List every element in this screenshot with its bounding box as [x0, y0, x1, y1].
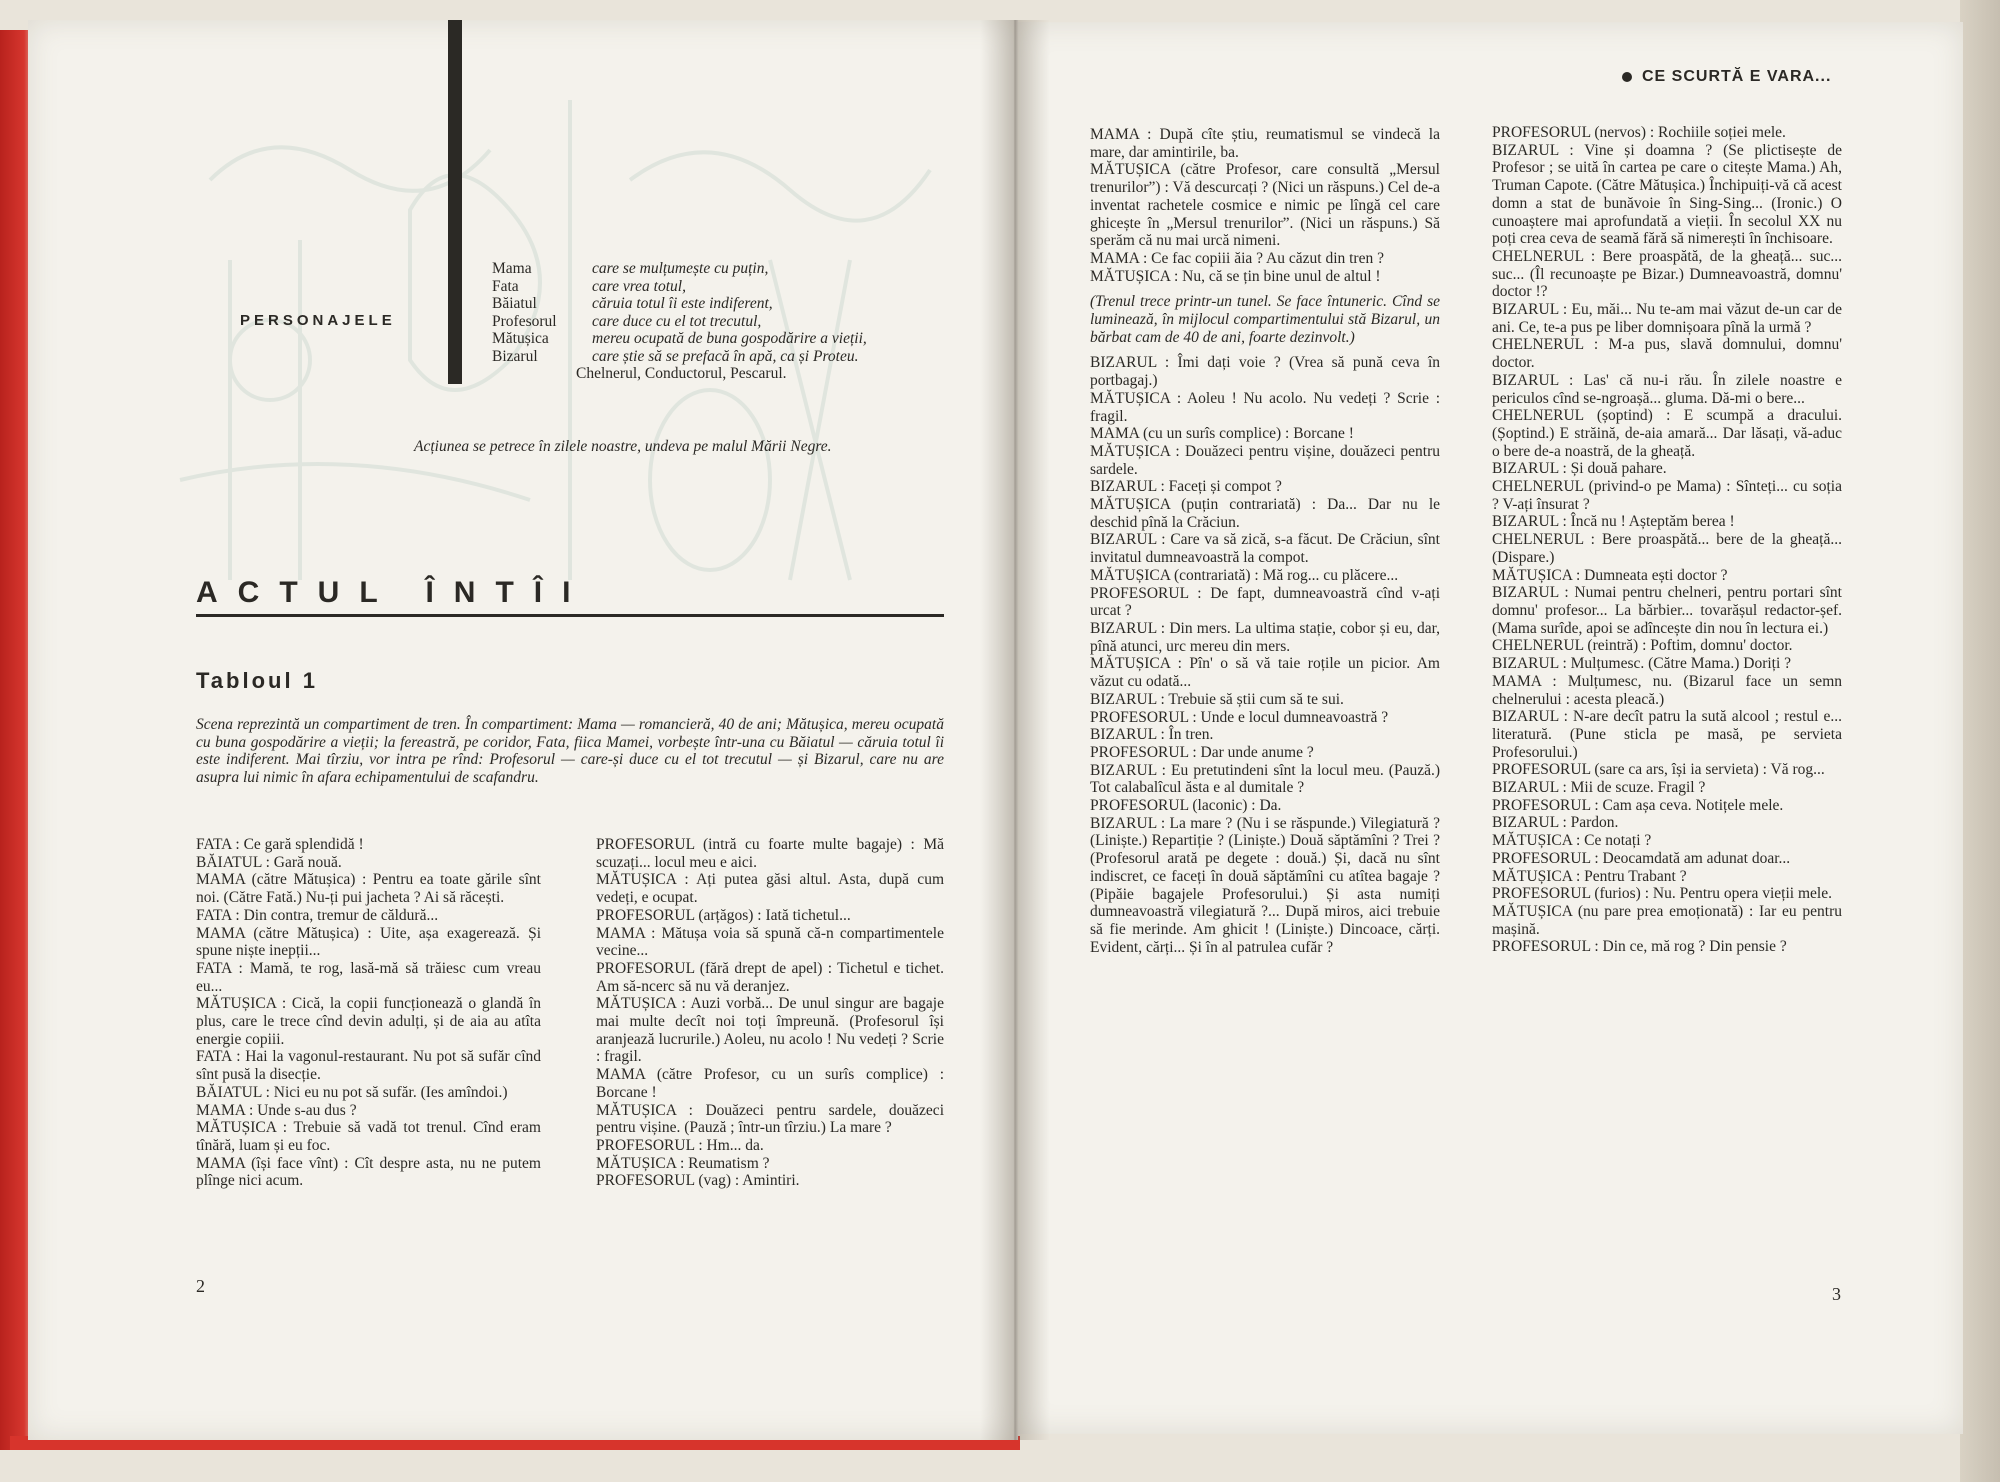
dialogue-line: BIZARUL : Mulțumesc. (Către Mama.) Doriți ?: [1492, 655, 1792, 673]
dialogue-line: MĂTUȘICA : Pîn' o să vă taie roțile un picior. Am văzut cu odată...: [1090, 655, 1440, 691]
dialogue-line: PROFESORUL : Deocamdată am adunat doar...: [1492, 849, 1791, 867]
dialogue-line: MĂTUȘICA (puțin contrariată) : Da... Dar nu le deschid pînă la Crăciun.: [1090, 496, 1440, 531]
dialogue-line: MĂTUȘICA : Pentru Trabant ?: [1492, 867, 1687, 885]
dialogue-line: MĂTUȘICA : Douăzeci pentru vișine, douăzeci pentru sardele.: [1090, 442, 1440, 478]
tableau-heading: Tabloul 1: [196, 668, 318, 693]
dialogue-column-right-2: [1492, 124, 1842, 956]
cast-name: Profesorul: [492, 312, 557, 330]
dialogue-line: BIZARUL : Și două pahare.: [1492, 460, 1667, 478]
dialogue-line: PROFESORUL : Hm... da.: [596, 1136, 764, 1154]
cast-row: [492, 348, 867, 366]
dialogue-line: BIZARUL : N-are decît patru la sută alcool ; restul e... literatură. (Pune sticla pe masă, pe servieta Profesorului.): [1492, 708, 1842, 761]
dialogue-line: MAMA (către Mătușica) : Uite, așa exagerează. Și spune niște inepții...: [196, 924, 541, 960]
dialogue-line: MĂTUȘICA : Ați putea găsi altul. Asta, după cum vedeți, e ocupat.: [596, 871, 944, 907]
cast-row: [492, 295, 867, 313]
dialogue-line: MAMA (își face vînt) : Cît despre asta, nu ne putem plînge nici acum.: [196, 1154, 541, 1190]
dialogue-line: MĂTUȘICA : Trebuie să vadă tot trenul. Cînd eram tînără, luam și eu foc.: [196, 1119, 541, 1154]
page-number: 2: [196, 1276, 205, 1296]
dialogue-line: BIZARUL : Faceți și compot ?: [1090, 478, 1282, 496]
dialogue-line: BIZARUL : La mare ? (Nu i se răspunde.) Vilegiatură ? (Liniște.) Repartiție ? (Liniște.) Două săptămîni ? Trei ? (Profesorul arată pe degete : două.) Și, dacă nu sînt indiscret, ce faceți în două săptămîni cu atîtea bagaje ? (Pipăie bagajele Profesorului.) Și asta numiți dumneavoastră vilegiatură ?... După miros, aici trebuie să fie merinde. Am ghicit ! (Liniște.) Dincoace, cărți. Evident, cărți... Și în al patrulea cufăr ?: [1090, 814, 1440, 956]
dialogue-line: FATA : Din contra, tremur de căldură...: [196, 906, 439, 924]
dialogue-line: MĂTUȘICA (nu pare prea emoționată) : Iar eu pentru mașină.: [1492, 902, 1842, 938]
cast-desc: care vrea totul,: [592, 277, 686, 295]
dialogue-line: FATA : Mamă, te rog, lasă-mă să trăiesc cum vreau eu...: [196, 959, 541, 995]
dialogue-line: CHELNERUL (privind-o pe Mama) : Sînteți... cu soția ? V-ați însurat ?: [1492, 478, 1842, 513]
dialogue-line: PROFESORUL (nervos) : Rochiile soției mele.: [1492, 124, 1786, 141]
dialogue-line: MAMA : Unde s-au dus ?: [196, 1101, 357, 1119]
dialogue-line: MAMA (către Profesor, cu un surîs complice) : Borcane !: [596, 1066, 944, 1101]
dialogue-line: PROFESORUL (vag) : Amintiri.: [596, 1172, 800, 1190]
dialogue-line: PROFESORUL : Din ce, mă rog ? Din pensie ?: [1492, 938, 1787, 956]
dialogue-line: PROFESORUL (sare ca ars, își ia servieta) : Vă rog...: [1492, 761, 1825, 779]
dialogue-line: PROFESORUL : Cam așa ceva. Notițele mele.: [1492, 796, 1784, 814]
cast-list: [492, 260, 867, 383]
dialogue-line: MAMA (cu un surîs complice) : Borcane !: [1090, 425, 1354, 443]
cast-name: Bizarul: [492, 347, 538, 365]
dialogue-line: BIZARUL : Încă nu ! Așteptăm berea !: [1492, 513, 1735, 531]
act-title-rule: [196, 614, 944, 617]
dialogue-line: MAMA : Ce fac copiii ăia ? Au căzut din tren ?: [1090, 249, 1384, 267]
cast-row: [492, 313, 867, 331]
dialogue-column-left-1: [196, 836, 541, 1190]
dialogue-line: BIZARUL : Din mers. La ultima stație, cobor și eu, dar, pînă atunci, urc mereu din mers.: [1090, 619, 1440, 655]
dialogue-column-left-2: [596, 836, 944, 1190]
dialogue-line: BIZARUL : Îmi dați voie ? (Vrea să pună ceva în portbagaj.): [1090, 354, 1440, 390]
dialogue-line: PROFESORUL : De fapt, dumneavoastră cînd v-ați urcat ?: [1090, 584, 1440, 620]
cast-desc: care duce cu el tot trecutul,: [592, 312, 762, 330]
dialogue-line: BIZARUL : Eu, măi... Nu te-am mai văzut de-un car de ani. Ce, te-a pus pe liber domnișoara pînă la urmă ?: [1492, 301, 1842, 336]
dialogue-line: MĂTUȘICA (contrariată) : Mă rog... cu plăcere...: [1090, 566, 1399, 584]
dialogue-line: MĂTUȘICA : Douăzeci pentru sardele, douăzeci pentru vișine. (Pauză ; într-un tîrziu.) La mare ?: [596, 1101, 944, 1137]
dialogue-column-right-1: [1090, 126, 1440, 956]
dialogue-line: MĂTUȘICA : Reumatism ?: [596, 1154, 770, 1172]
dialogue-line: BIZARUL : Mii de scuze. Fragil ?: [1492, 779, 1706, 797]
dialogue-line: BIZARUL : Trebuie să știi cum să te sui.: [1090, 690, 1344, 708]
act-title: ACTUL ÎNTÎI: [196, 576, 591, 609]
dialogue-line: BIZARUL : Vine și doamna ? (Se plictisește de Profesor ; se uită în cartea pe care o citește Mama.) Ah, Truman Capote. (Către Mătușica.) Închipuiți-vă că acest domn a stat de bunăvoie în Sing-Sing... (Ironic.) O cunoaștere mai aprofundată a vieții. În secolul XX nu poți crea ceva de seamă fără să nimerești în închisoare.: [1492, 141, 1842, 248]
dialogue-line: (Trenul trece printr-un tunel. Se face întuneric. Cînd se luminează, în mijlocul compartimentului stă Bizarul, un bărbat cam de 40 de ani, foarte dezinvolt.): [1090, 293, 1440, 346]
dialogue-line: PROFESORUL (laconic) : Da.: [1090, 797, 1282, 815]
cast-name: Mătușica: [492, 330, 549, 347]
dialogue-line: PROFESORUL (furios) : Nu. Pentru opera vieții mele.: [1492, 885, 1832, 903]
dialogue-line: BĂIATUL : Gară nouă.: [196, 853, 342, 871]
dialogue-line: PROFESORUL : Unde e locul dumneavoastră ?: [1090, 708, 1389, 726]
cast-name: Băiatul: [492, 295, 537, 312]
dialogue-line: PROFESORUL : Dar unde anume ?: [1090, 743, 1314, 761]
dialogue-line: BĂIATUL : Nici eu nu pot să sufăr. (Ies amîndoi.): [196, 1083, 508, 1101]
dialogue-line: CHELNERUL (șoptind) : E scumpă a dracului. (Șoptind.) E străină, de-aia amară... Dar lăsați, vă-aduc o bere de-a noastră, de la gheață.: [1492, 407, 1842, 460]
dialogue-line: CHELNERUL (reintră) : Poftim, domnu' doctor.: [1492, 637, 1793, 655]
dialogue-line: MAMA : După cîte știu, reumatismul se vindecă la mare, dar amintirile, ba.: [1090, 126, 1440, 161]
dialogue-line: BIZARUL : Numai pentru chelneri, pentru portari sînt domnu' profesor... La bărbier... tovarășul redactor-șef. (Mama surîde, apoi se adîncește din nou în lectura ei.): [1492, 584, 1842, 637]
dialogue-line: MĂTUȘICA : Aoleu ! Nu acolo. Nu vedeți ? Scrie : fragil.: [1090, 389, 1440, 425]
scene-description: Scena reprezintă un compartiment de tren. În compartiment: Mama — romancieră, 40 de ani; Mătușica, mereu ocupată cu buna gospodărire a vieții; la fereastră, pe coridor, Fata, fiica Mamei, vorbește într-una cu Băiatul — căruia totul îi este indiferent. Mai tîrziu, vor intra pe rînd: Profesorul — care-și duce cu el tot trecutul — și Bizarul, care nu are asupra lui nimic în afara echipamentului de scafandru.: [196, 716, 944, 786]
dialogue-line: PROFESORUL (intră cu foarte multe bagaje) : Mă scuzați... locul meu e aici.: [596, 836, 944, 871]
cast-desc: care știe să se prefacă în apă, ca și Proteu.: [592, 347, 859, 365]
book-gutter: [980, 20, 1050, 1440]
dialogue-line: MĂTUȘICA : Ce notați ?: [1492, 832, 1652, 850]
dialogue-line: PROFESORUL (fără drept de apel) : Tichetul e tichet. Am să-ncerc să nu vă deranjez.: [596, 959, 944, 995]
dialogue-line: BIZARUL : În tren.: [1090, 726, 1214, 744]
running-header-text: CE SCURTĂ E VARA...: [1642, 68, 1832, 85]
dialogue-line: MĂTUȘICA : Auzi vorbă... De unul singur are bagaje mai multe decît noi toți împreună. (Profesorul își aranjează lucrurile.) Aoleu, nu acolo ! Nu vedeți ? Scrie : fragil.: [596, 995, 944, 1066]
cast-row: [492, 330, 867, 348]
cast-desc: mereu ocupată de buna gospodărire a vieții,: [592, 330, 867, 347]
cast-name: Fata: [492, 277, 519, 295]
running-header: [1622, 68, 1831, 86]
bullet-icon: [1622, 72, 1632, 82]
cast-row: [492, 278, 867, 296]
setting-note: Acțiunea se petrece în zilele noastre, undeva pe malul Mării Negre.: [414, 438, 832, 455]
dialogue-line: BIZARUL : Eu pretutindeni sînt la locul meu. (Pauză.) Tot calabalîcul ăsta e al dumitale ?: [1090, 761, 1440, 797]
dialogue-line: MĂTUȘICA (către Profesor, care consultă „Mersul trenurilor”) : Vă descurcați ? (Nici un răspuns.) Cel de-a inventat rachetele cosmice e nimic pe lîngă cel care ghicește în „Mersul trenurilor”. (Nici un răspuns.) Să sperăm că nu mai urcă nimeni.: [1090, 161, 1440, 250]
vertical-black-bar: [448, 20, 462, 384]
dialogue-line: MAMA : Mulțumesc, nu. (Bizarul face un semn chelnerului : acesta pleacă.): [1492, 672, 1842, 708]
book-cover-right-edge: [1960, 0, 2000, 1482]
cast-heading: PERSONAJELE: [240, 312, 396, 329]
dialogue-line: CHELNERUL : M-a pus, slavă domnului, domnu' doctor.: [1492, 336, 1842, 372]
dialogue-line: MĂTUȘICA : Nu, că se țin bine unul de altul !: [1090, 267, 1381, 285]
dialogue-line: PROFESORUL (arțăgos) : Iată tichetul...: [596, 906, 851, 924]
dialogue-line: BIZARUL : Las' că nu-i rău. În zilele noastre e periculos cînd se-ngroașă... gluma. Dă-mi o bere...: [1492, 371, 1842, 407]
cast-desc: care se mulțumește cu puțin,: [592, 260, 769, 277]
dialogue-line: MĂTUȘICA : Cică, la copii funcționează o glandă în plus, care le trece cînd devin adulți, și de aia au atîta energie copiii.: [196, 995, 541, 1048]
cast-row: [492, 260, 867, 278]
dialogue-line: CHELNERUL : Bere proaspătă... bere de la gheață... (Dispare.): [1492, 531, 1842, 566]
dialogue-line: FATA : Ce gară splendidă !: [196, 836, 364, 853]
dialogue-line: MĂTUȘICA : Dumneata ești doctor ?: [1492, 566, 1728, 584]
dialogue-line: BIZARUL : Pardon.: [1492, 814, 1619, 832]
dialogue-line: MAMA : Mătușa voia să spună că-n compartimentele vecine...: [596, 924, 944, 960]
cast-extra: Chelnerul, Conductorul, Pescarul.: [576, 365, 787, 382]
dialogue-line: MAMA (către Mătușica) : Pentru ea toate gările sînt noi. (Către Fată.) Nu-ți pui jacheta ? Ai să răcești.: [196, 871, 541, 907]
cast-desc: căruia totul îi este indiferent,: [592, 295, 773, 312]
cast-name: Mama: [492, 260, 532, 277]
dialogue-line: BIZARUL : Care va să zică, s-a făcut. De Crăciun, sînt invitatul dumneavoastră la compot.: [1090, 531, 1440, 567]
page-number: 3: [1832, 1284, 1841, 1304]
dialogue-line: CHELNERUL : Bere proaspătă, de la gheață... suc... suc... (Îl recunoaște pe Bizar.) Dumneavoastră, domnu' doctor !?: [1492, 247, 1842, 301]
dialogue-line: FATA : Hai la vagonul-restaurant. Nu pot să sufăr cînd sînt pusă la disecție.: [196, 1048, 541, 1084]
